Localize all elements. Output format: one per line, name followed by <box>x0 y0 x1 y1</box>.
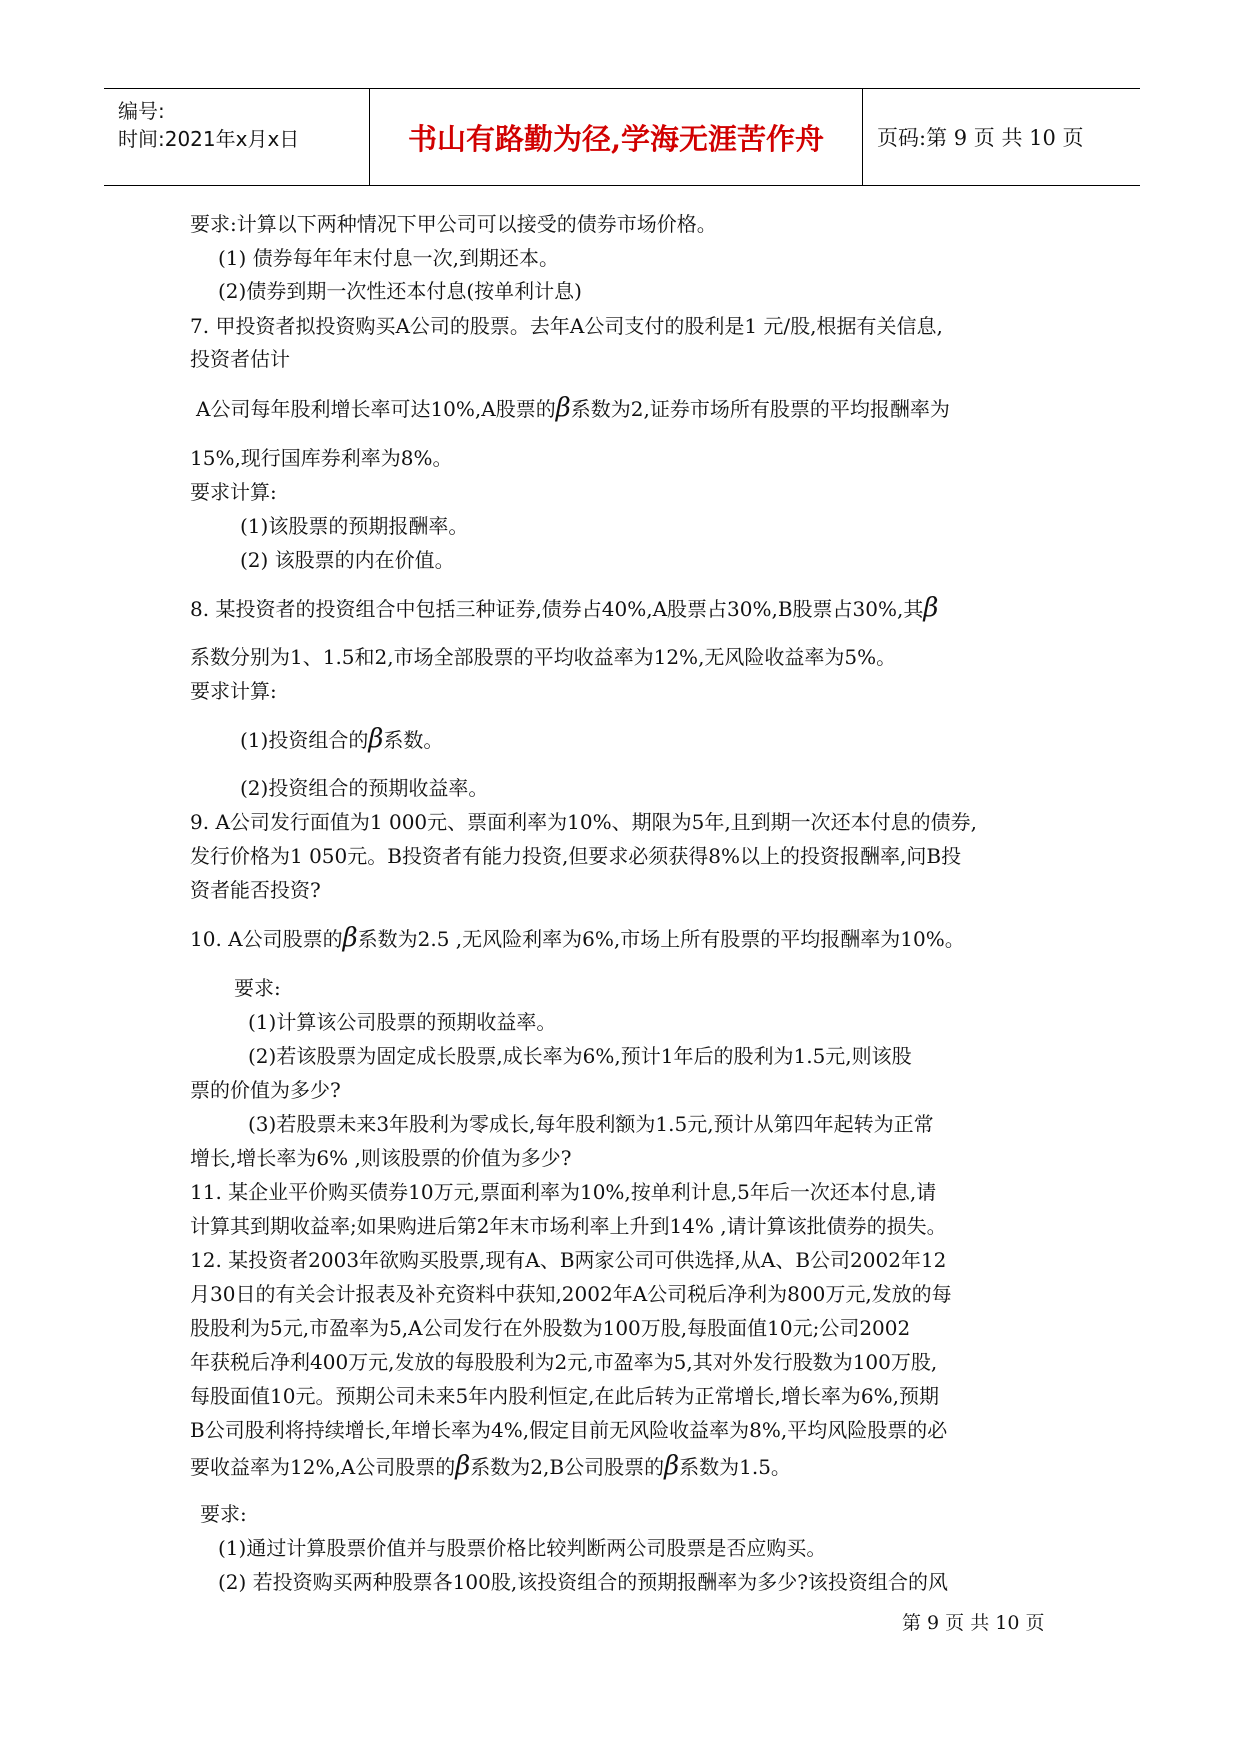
text-line: 11. 某企业平价购买债券10万元,票面利率为10%,按单利计息,5年后一次还本付息,请 <box>190 1180 937 1204</box>
text-line: 增长,增长率为6% ,则该股票的价值为多少? <box>190 1146 572 1170</box>
text-line: 计算其到期收益率;如果购进后第2年末市场利率上升到14% ,请计算该批债券的损失。 <box>190 1214 947 1238</box>
text-line: (1)投资组合的β系数。 <box>240 724 444 754</box>
text-line: 资者能否投资? <box>190 878 321 902</box>
text-line: 股股利为5元,市盈率为5,A公司发行在外股数为100万股,每股面值10元;公司2002 <box>190 1316 911 1340</box>
header-left-cell <box>104 89 370 185</box>
text-line: 投资者估计 <box>190 347 290 371</box>
text-line: 要求:计算以下两种情况下甲公司可以接受的债券市场价格。 <box>190 212 717 236</box>
text-line: 7. 甲投资者拟投资购买A公司的股票。去年A公司支付的股利是1 元/股,根据有关信息, <box>190 314 943 338</box>
header-page-label: 页码:第 9 页 共 10 页 <box>877 126 1084 150</box>
text-line: (2)债券到期一次性还本付息(按单利计息) <box>218 279 582 303</box>
text-line: 15%,现行国库券利率为8%。 <box>190 446 453 470</box>
text-line: 每股面值10元。预期公司未来5年内股利恒定,在此后转为正常增长,增长率为6%,预期 <box>190 1384 939 1408</box>
text-line: 要求: <box>234 976 281 1000</box>
text-line: (1)计算该公司股票的预期收益率。 <box>248 1010 557 1034</box>
text-line: (2)若该股票为固定成长股票,成长率为6%,预计1年后的股利为1.5元,则该股 <box>248 1044 912 1068</box>
text-line: B公司股利将持续增长,年增长率为4%,假定目前无风险收益率为8%,平均风险股票的必 <box>190 1418 948 1442</box>
text-line: 月30日的有关会计报表及补充资料中获知,2002年A公司税后净利为800万元,发放的每 <box>190 1282 952 1306</box>
text-line: (2)投资组合的预期收益率。 <box>240 776 489 800</box>
page-header <box>104 88 1140 186</box>
text-line: (2) 该股票的内在价值。 <box>240 548 455 572</box>
text-line: (1) 债券每年年末付息一次,到期还本。 <box>218 246 560 270</box>
text-line: 票的价值为多少? <box>190 1078 341 1102</box>
text-line: 要求计算: <box>190 679 277 703</box>
text-line: 8. 某投资者的投资组合中包括三种证券,债券占40%,A股票占30%,B股票占30%,其β <box>190 593 939 623</box>
header-motto: 书山有路勤为径,学海无涯苦作舟 <box>370 89 863 185</box>
text-line: (2) 若投资购买两种股票各100股,该投资组合的预期报酬率为多少?该投资组合的风 <box>218 1570 948 1594</box>
text-line: 要求计算: <box>190 480 277 504</box>
text-line: 12. 某投资者2003年欲购买股票,现有A、B两家公司可供选择,从A、B公司2002年12 <box>190 1248 947 1272</box>
text-line: 要求: <box>200 1502 247 1526</box>
beta-symbol: β <box>455 1451 471 1481</box>
text-line: (3)若股票未来3年股利为零成长,每年股利额为1.5元,预计从第四年起转为正常 <box>248 1112 934 1136</box>
beta-symbol: β <box>555 393 571 423</box>
beta-symbol: β <box>923 593 939 623</box>
document-number-label: 编号: <box>118 99 165 123</box>
document-time-label: 时间:2021年x月x日 <box>118 127 300 151</box>
beta-symbol: β <box>342 923 358 953</box>
text-line: 系数分别为1、1.5和2,市场全部股票的平均收益率为12%,无风险收益率为5%。 <box>190 645 897 669</box>
page-footer: 第 9 页 共 10 页 <box>902 1612 1045 1634</box>
text-line: (1)该股票的预期报酬率。 <box>240 514 469 538</box>
text-line: 9. A公司发行面值为1 000元、票面利率为10%、期限为5年,且到期一次还本付息的债券, <box>190 810 978 834</box>
text-line: 10. A公司股票的β系数为2.5 ,无风险利率为6%,市场上所有股票的平均报酬率为10%。 <box>190 923 965 953</box>
beta-symbol: β <box>368 724 384 754</box>
text-line: 年获税后净利400万元,发放的每股股利为2元,市盈率为5,其对外发行股数为100万股, <box>190 1350 938 1374</box>
beta-symbol: β <box>664 1451 680 1481</box>
text-line: 发行价格为1 050元。B投资者有能力投资,但要求必须获得8%以上的投资报酬率,问B投 <box>190 844 962 868</box>
text-line: (1)通过计算股票价值并与股票价格比较判断两公司股票是否应购买。 <box>218 1536 827 1560</box>
text-line: 要收益率为12%,A公司股票的β系数为2,B公司股票的β系数为1.5。 <box>190 1451 791 1481</box>
text-line: A公司每年股利增长率可达10%,A股票的β系数为2,证券市场所有股票的平均报酬率为 <box>196 393 950 423</box>
